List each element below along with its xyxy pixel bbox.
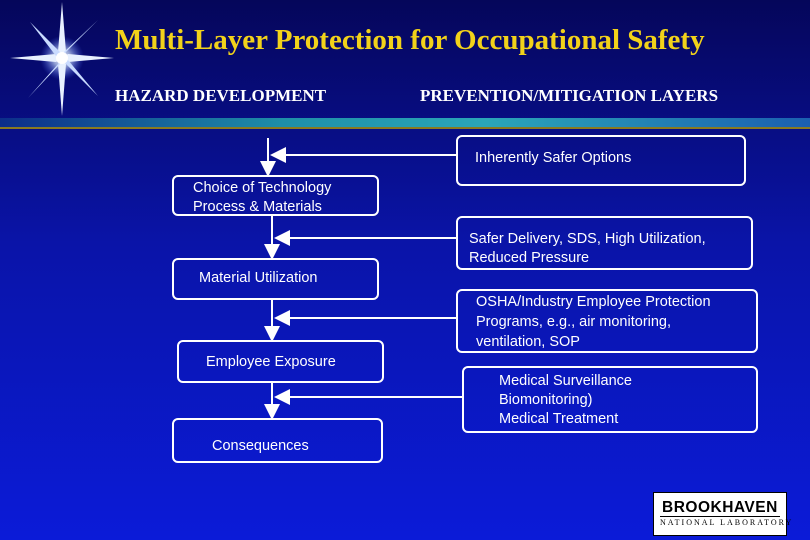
hazard-box-technology-line2: Process & Materials	[193, 199, 322, 215]
layer-box-osha-programs-line3: ventilation, SOP	[476, 334, 580, 350]
hazard-box-material-utilization-label: Material Utilization	[199, 270, 318, 286]
layer-box-inherently-safer	[456, 135, 746, 186]
layer-box-safer-delivery-line2: Reduced Pressure	[469, 250, 590, 266]
hazard-box-employee-exposure-label: Employee Exposure	[206, 354, 336, 370]
prevention-layers-header: PREVENTION/MITIGATION LAYERS	[420, 86, 719, 105]
page-title: Multi-Layer Protection for Occupational Safety	[115, 24, 705, 56]
hazard-box-employee-exposure	[177, 340, 384, 383]
layer-box-medical-surveillance-line3: Medical Treatment	[499, 411, 619, 427]
layer-box-inherently-safer-label: Inherently Safer Options	[475, 150, 632, 166]
hazard-box-consequences-label: Consequences	[212, 438, 309, 454]
hazard-box-technology-line1: Choice of Technology	[193, 180, 332, 196]
layer-box-osha-programs	[456, 289, 758, 353]
layer-box-medical-surveillance	[462, 366, 758, 433]
hazard-box-technology	[172, 175, 379, 216]
hazard-development-header: HAZARD DEVELOPMENT	[115, 86, 327, 105]
layer-box-osha-programs-line2: Programs, e.g., air monitoring,	[476, 314, 672, 330]
hazard-box-consequences	[172, 418, 383, 463]
brookhaven-logo	[653, 492, 794, 536]
layer-box-medical-surveillance-line1: Medical Surveillance	[499, 373, 632, 389]
layer-box-safer-delivery	[456, 216, 753, 270]
hazard-box-material-utilization	[172, 258, 379, 300]
layer-box-safer-delivery-line1: Safer Delivery, SDS, High Utilization,	[469, 231, 706, 247]
layer-box-medical-surveillance-line2: Biomonitoring)	[499, 392, 593, 408]
logo-subtitle: NATIONAL LABORATORY	[660, 518, 794, 527]
layer-box-osha-programs-line1: OSHA/Industry Employee Protection	[476, 294, 711, 310]
logo-wordmark: BROOKHAVEN	[662, 499, 778, 516]
logo-rule	[660, 516, 780, 517]
